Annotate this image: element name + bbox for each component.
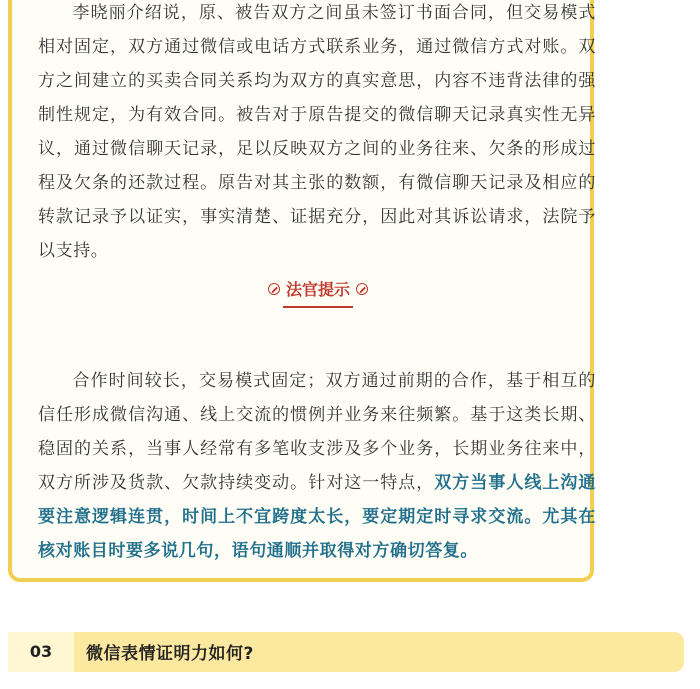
section-title: 微信表情证明力如何? [86, 644, 254, 664]
tip-underline [283, 306, 353, 308]
paragraph-1-text: 李晓丽介绍说，原、被告双方之间虽未签订书面合同，但交易模式相对固定，双方通过微信或电话方式联系业务，通过微信方式对账。双方之间建立的买卖合同关系均为双方的真实意思，内容不违背法律的强制性规定，为有效合同。被告对于原告提交的微信聊天记录真实性无异议，通过微信聊天记录，足以反映双方之间的业务往来、欠条的形成过程及欠条的还款过程。原告对其主张的数额，有微信聊天记录及相应的转款记录予以证实，事实清楚、证据充分，因此对其诉讼请求，法院予以支持。 [38, 3, 596, 261]
section-header [8, 632, 684, 672]
article-card [8, 0, 597, 582]
tip-left-icon [268, 283, 280, 295]
section-number: 03 [8, 632, 74, 672]
paragraph-2-emphasis: 双方当事人线上沟通要注意逻辑连贯，时间上不宜跨度太长，要定期定时寻求交流。尤其在核对账目时要多说几句，语句通顺并取得对方确切答复。 [38, 473, 597, 561]
article-paragraph-1 [38, 0, 596, 268]
judge-tip-heading [12, 277, 624, 308]
tip-right-icon [356, 283, 368, 295]
paragraph-2-text: 合作时间较长，交易模式固定；双方通过前期的合作，基于相互的信任形成微信沟通、线上交流的惯例并业务来往频繁。基于这类长期、稳固的关系，当事人经常有多笔收支涉及多个业务，长期业务往来中，双方所涉及货款、欠款持续变动。针对这一特点， [38, 371, 596, 493]
judge-tip-wrapper [268, 277, 368, 308]
judge-tip-label: 法官提示 [285, 280, 350, 299]
article-paragraph-2 [38, 364, 596, 568]
